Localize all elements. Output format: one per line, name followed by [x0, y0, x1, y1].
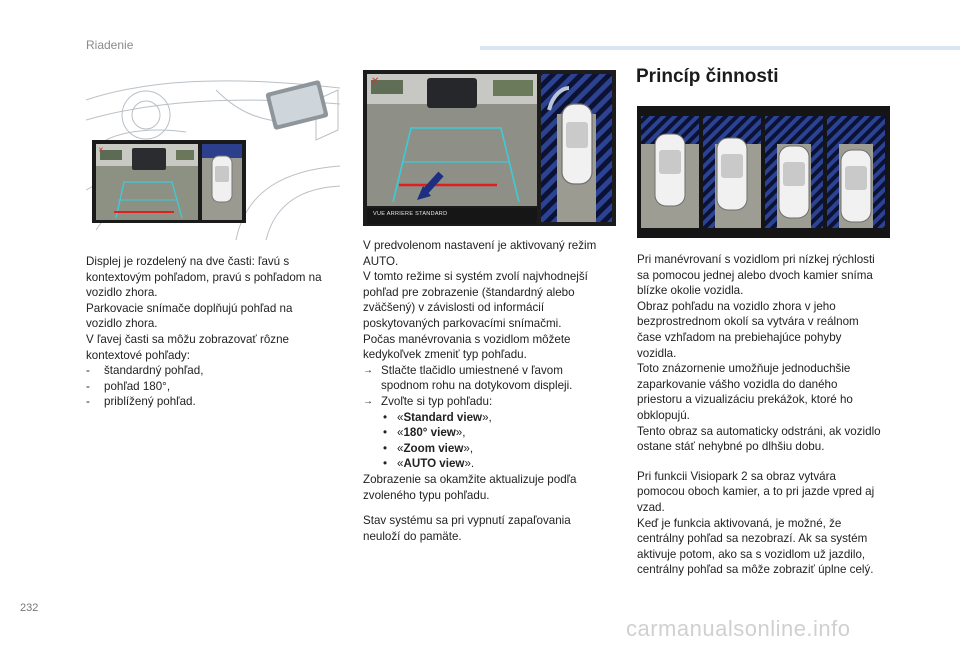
instruction-steps: [363, 363, 623, 410]
text-line: Pri funkcii Visiopark 2 sa obraz vytvára: [637, 469, 836, 483]
column-3-text: [637, 252, 897, 578]
text-line: zaparkovanie vášho vozidla do daného: [637, 377, 838, 391]
text-line: centrálny pohľad sa môže zobraziť úplne celý.: [637, 563, 874, 577]
text-line: Parkovacie snímače doplňujú pohľad na: [86, 301, 293, 315]
view-list: [86, 363, 348, 410]
text-line: ostane stáť nehybné po dlhšiu dobu.: [637, 440, 825, 454]
text-line: kedykoľvek zmeniť typ pohľadu.: [363, 348, 527, 362]
step-item: → Zvoľte si typ pohľadu:: [363, 394, 623, 410]
text-line: pomocou oboch kamier, a to pri jazde vpred aj: [637, 485, 875, 499]
text-line: blízke okolie vozidla.: [637, 284, 744, 298]
text-line: Pri manévrovaní s vozidlom pri nízkej rýchlosti: [637, 253, 875, 266]
text-line: kontextovým pohľadom, pravú s pohľadom na: [86, 270, 322, 284]
view-type-name: 180° view: [403, 426, 456, 440]
text-line: V tomto režime si systém zvolí najvhodnejší: [363, 270, 588, 284]
column-1-text: [86, 254, 348, 410]
step-item: [363, 363, 623, 394]
text-line: neuloží do pamäte.: [363, 529, 462, 543]
column-2-text: [363, 238, 623, 544]
svg-text:✕: ✕: [371, 76, 380, 87]
view-type-name: AUTO view: [403, 457, 465, 471]
text-line: bezprostrednom okolí sa vytvára v reálnom: [637, 315, 859, 329]
view-type-name: Standard view: [403, 410, 483, 424]
view-type-item: • «Zoom view»,: [363, 441, 623, 457]
view-type-item: • «AUTO view».: [363, 456, 623, 472]
view-mode-caption: VUE ARRIERE STANDARD: [373, 211, 448, 217]
text-line: Obraz pohľadu na vozidlo zhora v jeho: [637, 299, 836, 313]
text-line: zväčšený) v závislosti od informácií: [363, 301, 545, 315]
text-line: AUTO.: [363, 254, 399, 268]
text-line: Počas manévrovania s vozidlom môžete: [363, 332, 571, 346]
text-line: Toto znázornenie umožňuje jednoduchšie: [637, 362, 851, 376]
watermark: carmanualsonline.info: [626, 616, 851, 641]
text-line: vozidla.: [637, 346, 677, 360]
text-line: kontextové pohľady:: [86, 348, 190, 362]
page-number: 232: [20, 602, 39, 614]
split-view-inset: [92, 140, 246, 223]
list-item: - štandardný pohľad,: [86, 363, 348, 379]
view-type-list: [363, 410, 623, 472]
text-line: vzad.: [637, 500, 665, 514]
text-line: spodnom rohu na dotykovom displeji.: [381, 379, 573, 393]
list-item: - pohľad 180°,: [86, 379, 348, 395]
text-line: Keď je funkcia aktivovaná, je možné, že: [637, 516, 842, 530]
text-line: vozidlo zhora.: [86, 317, 158, 331]
text-line: vozidlo zhora.: [86, 286, 158, 300]
view-type-item: • «180° view»,: [363, 425, 623, 441]
text-line: aktivuje potom, ako sa s vozidlom už jazdilo,: [637, 547, 866, 561]
text-line: Displej je rozdelený na dve časti: ľavú s: [86, 255, 290, 268]
header-rule: [480, 46, 960, 50]
text-line: Stav systému sa pri vypnutí zapaľovania: [363, 514, 571, 528]
text-line: V predvolenom nastavení je aktivovaný režim: [363, 239, 597, 252]
text-line: centrálny pohľad sa nezobrazí. Ak sa systém: [637, 532, 868, 546]
text-line: Zobrazenie sa okamžite aktualizuje podľa: [363, 472, 577, 486]
list-item: - priblížený pohľad.: [86, 394, 348, 410]
view-type-name: Zoom view: [403, 441, 464, 455]
rear-camera-view: [363, 70, 616, 226]
text-line: priestoru a vizualizáciu prekážok, ktoré ho: [637, 393, 853, 407]
section-header-title: Riadenie: [86, 38, 134, 52]
text-line: zvoleného typu pohľadu.: [363, 488, 490, 502]
text-line: čase vzhľadom na prebiehajúce pohyby: [637, 330, 842, 344]
text-line: sa pomocou jednej alebo dvoch kamier sníma: [637, 268, 873, 282]
text-line: Stlačte tlačidlo umiestnené v ľavom: [381, 363, 563, 377]
svg-text:✕: ✕: [98, 147, 104, 154]
text-line: poskytovaných parkovacími snímačmi.: [363, 316, 562, 330]
text-line: obklopujú.: [637, 408, 690, 422]
text-line: V ľavej časti sa môžu zobrazovať rôzne: [86, 332, 289, 346]
top-view-sequence: [637, 106, 890, 238]
section-heading: Princíp činnosti: [636, 66, 779, 87]
text-line: pohľad pre zobrazenie (štandardný alebo: [363, 285, 575, 299]
view-type-item: • «Standard view»,: [363, 410, 623, 426]
text-line: Tento obraz sa automaticky odstráni, ak vozidlo: [637, 424, 881, 438]
